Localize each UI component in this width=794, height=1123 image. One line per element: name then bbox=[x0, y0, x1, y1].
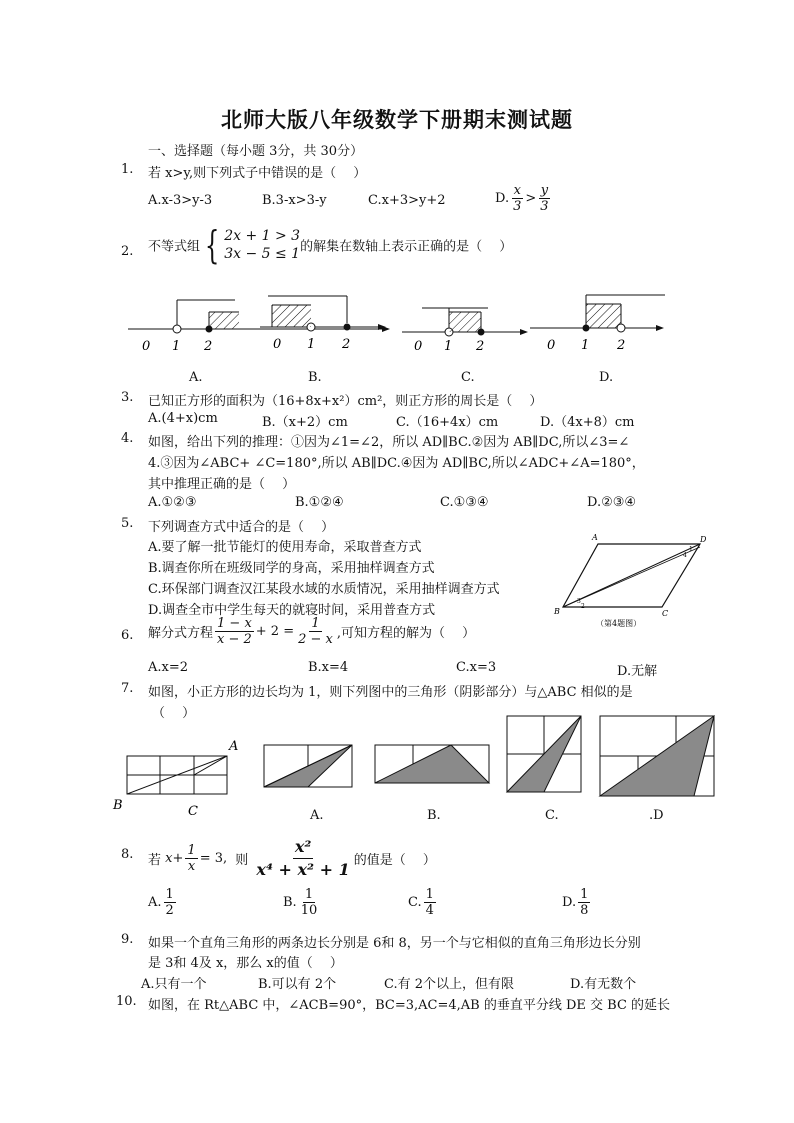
option-d: D.（4x+8）cm bbox=[540, 415, 635, 430]
option-b: B.可以有 2个 bbox=[258, 977, 337, 992]
option-b: B. $\frac{1}{10}$ bbox=[283, 887, 318, 918]
option-b: B.①②④ bbox=[295, 495, 344, 510]
option-label: D. bbox=[599, 370, 614, 385]
question-number: 8. bbox=[121, 847, 134, 862]
svg-text:D: D bbox=[700, 535, 707, 544]
section-heading: 一、选择题（每小题 3分，共 30分） bbox=[148, 144, 364, 159]
svg-text:1: 1 bbox=[689, 546, 693, 553]
svg-text:3: 3 bbox=[577, 598, 581, 605]
question-text: 如图，给出下列的推理：①因为∠1=∠2，所以 AD∥BC.②因为 AB∥DC,所以∠3=∠ bbox=[148, 435, 630, 450]
option-b: B.x=4 bbox=[308, 660, 349, 675]
svg-text:2: 2 bbox=[581, 603, 585, 610]
question-number: 1. bbox=[121, 162, 134, 177]
page-title: 北师大版八年级数学下册期末测试题 bbox=[221, 107, 573, 132]
parallelogram-figure bbox=[550, 530, 720, 630]
question-number: 2. bbox=[121, 244, 134, 259]
fractional-equation: 解分式方程 $\frac{1 - x}{x - 2}$ + 2 = $\frac{1}{2 - x}$ ,可知方程的解为（ ） bbox=[148, 616, 476, 647]
question-number: 6. bbox=[121, 628, 134, 643]
option-a: A.(4+x)cm bbox=[148, 411, 218, 426]
question-text: 如果一个直角三角形的两条边长分别是 6和 8，另一个与它相似的直角三角形边长分别 bbox=[148, 936, 641, 951]
option-label: A. bbox=[189, 370, 203, 385]
svg-text:0: 0 bbox=[142, 339, 151, 354]
option-a: A.要了解一批节能灯的使用寿命，采取普查方式 bbox=[148, 540, 422, 555]
option-label: A. bbox=[310, 808, 324, 823]
svg-text:（第4题图）: （第4题图） bbox=[596, 619, 642, 628]
question-text: 4.③因为∠ABC+ ∠C=180°,所以 AB∥DC.④因为 AD∥BC,所以∠ADC+∠A=180°， bbox=[148, 456, 645, 471]
option-label: B. bbox=[308, 370, 322, 385]
algebra-expression: 若 x+ $\frac{1}{x}$ = 3, 则 $\frac{\text{x²}}{\text{x⁴ + x² + 1}}$ 的值是（ ） bbox=[148, 837, 436, 879]
question-text: 如图，小正方形的边长均为 1，则下列图中的三角形（阴影部分）与△ABC 相似的是 bbox=[148, 685, 633, 700]
number-line-d bbox=[530, 295, 665, 353]
option-b-grid bbox=[375, 745, 489, 783]
number-line-figures bbox=[120, 288, 670, 358]
option-c: C.x+3>y+2 bbox=[368, 193, 446, 208]
question-text: 是 3和 4及 x，那么 x的值（ ） bbox=[148, 956, 343, 971]
number-line-c bbox=[402, 308, 528, 354]
similar-triangle-figures bbox=[110, 712, 722, 822]
svg-text:2: 2 bbox=[617, 338, 626, 353]
option-a: A.①②③ bbox=[148, 495, 197, 510]
question-text: 如图，在 Rt△ABC 中，∠ACB=90°，BC=3,AC=4,AB 的垂直平分线 DE 交 BC 的延长 bbox=[148, 998, 671, 1013]
option-a: A.x=2 bbox=[148, 660, 189, 675]
svg-text:C: C bbox=[662, 609, 669, 618]
option-d: D. $\frac{x}{3}$ > $\frac{y}{3}$ bbox=[495, 183, 549, 214]
option-d: D.②③④ bbox=[587, 495, 637, 510]
option-d-grid bbox=[600, 716, 714, 796]
svg-text:2: 2 bbox=[204, 339, 213, 354]
question-number: 4. bbox=[121, 431, 134, 446]
svg-text:2: 2 bbox=[342, 337, 351, 352]
option-a: A.只有一个 bbox=[141, 977, 207, 992]
option-c: C.有 2个以上，但有限 bbox=[384, 977, 515, 992]
svg-text:1: 1 bbox=[581, 338, 590, 353]
question-number: 5. bbox=[121, 516, 134, 531]
svg-text:0: 0 bbox=[547, 338, 556, 353]
question-number: 9. bbox=[121, 932, 134, 947]
option-d: D.无解 bbox=[617, 664, 658, 679]
option-b: B.调查你所在班级同学的身高，采用抽样调查方式 bbox=[148, 561, 435, 576]
option-b: B.（x+2）cm bbox=[262, 415, 348, 430]
option-d: D.有无数个 bbox=[570, 977, 637, 992]
inequality-system: 不等式组 { 2x + 1 > 3 3x − 5 ≤ 1 的解集在数轴上表示正确的是（ ） bbox=[148, 223, 513, 267]
number-line-b bbox=[260, 296, 386, 352]
option-c: C.x=3 bbox=[456, 660, 497, 675]
option-a: A. $\frac{1}{2}$ bbox=[148, 887, 174, 918]
option-d: D. $\frac{1}{8}$ bbox=[562, 887, 589, 918]
question-text: 其中推理正确的是（ ） bbox=[148, 477, 296, 492]
option-c: C.环保部门调查汉江某段水域的水质情况，采用抽样调查方式 bbox=[148, 582, 500, 597]
option-c: C. $\frac{1}{4}$ bbox=[408, 887, 434, 918]
svg-text:A: A bbox=[229, 739, 239, 754]
svg-text:0: 0 bbox=[414, 339, 423, 354]
svg-text:C: C bbox=[188, 804, 198, 819]
svg-text:1: 1 bbox=[444, 339, 453, 354]
question-number: 3. bbox=[121, 390, 134, 405]
option-c: C.（16+4x）cm bbox=[396, 415, 499, 430]
option-label: C. bbox=[545, 808, 559, 823]
question-number: 10. bbox=[116, 994, 137, 1009]
svg-text:B: B bbox=[554, 607, 560, 616]
option-c-grid bbox=[507, 716, 581, 792]
question-text: 若 x>y,则下列式子中错误的是（ ） bbox=[148, 166, 367, 181]
option-b: B.3-x>3-y bbox=[262, 193, 327, 208]
question-text: 已知正方形的面积为（16+8x+x²）cm²，则正方形的周长是（ ） bbox=[148, 394, 543, 409]
svg-text:B: B bbox=[113, 798, 123, 813]
question-number: 7. bbox=[121, 681, 134, 696]
svg-text:0: 0 bbox=[273, 337, 282, 352]
question-text: 下列调查方式中适合的是（ ） bbox=[148, 520, 335, 535]
option-c: C.①③④ bbox=[440, 495, 489, 510]
svg-text:1: 1 bbox=[172, 339, 181, 354]
option-a-grid bbox=[264, 745, 352, 787]
option-label: B. bbox=[427, 808, 441, 823]
option-d: D.调查全市中学生每天的就寝时间，采用普查方式 bbox=[148, 603, 436, 618]
option-a: A.x-3>y-3 bbox=[148, 193, 213, 208]
svg-text:4: 4 bbox=[683, 552, 687, 559]
question-text: （ ） bbox=[152, 706, 196, 721]
svg-text:A: A bbox=[592, 533, 598, 542]
option-label: C. bbox=[461, 370, 475, 385]
triangle-abc-grid bbox=[127, 756, 227, 794]
svg-text:2: 2 bbox=[476, 339, 485, 354]
svg-text:1: 1 bbox=[307, 337, 316, 352]
option-label: .D bbox=[649, 808, 664, 823]
